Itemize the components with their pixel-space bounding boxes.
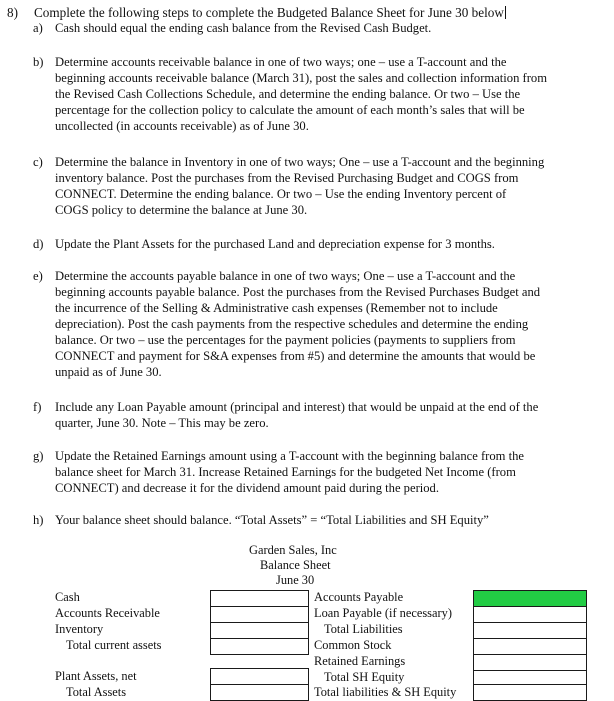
label-cash: Cash	[55, 590, 80, 604]
label-total-liabilities: Total Liabilities	[324, 622, 403, 636]
step-e-line: beginning accounts payable balance. Post the purchases from the Revised Purchases Budget and	[55, 285, 541, 299]
label-loan-payable: Loan Payable (if necessary)	[314, 606, 452, 620]
step-h	[55, 512, 603, 528]
balance-sheet-title: Balance Sheet	[260, 558, 331, 572]
step-c-marker: c)	[33, 155, 43, 169]
label-accounts-receivable: Accounts Receivable	[55, 606, 160, 620]
step-d-marker: d)	[33, 237, 44, 251]
retained-earnings-amount-field[interactable]	[473, 654, 587, 671]
step-h-marker: h)	[33, 513, 44, 527]
step-g-line: CONNECT) and decrease it for the dividend amount paid during the period.	[55, 481, 440, 495]
step-h-line: Your balance sheet should balance. “Total Assets” = “Total Liabilities and SH Equity”	[55, 513, 489, 527]
label-total-liabilities-sh-equity: Total liabilities & SH Equity	[314, 685, 457, 699]
step-e-line: balance. Or two – use the percentages for the payment policies (payments to suppliers from	[55, 333, 516, 347]
step-c	[55, 154, 603, 218]
step-c-line: COGS policy to determine the balance at June 30.	[55, 203, 308, 217]
step-c-line: Determine the balance in Inventory in one of two ways; One – use a T-account and the beginning	[55, 155, 545, 169]
step-e	[55, 268, 603, 380]
step-a	[55, 20, 603, 36]
step-e-line: Determine the accounts payable balance in one of two ways; One – use a T-account and the	[55, 269, 516, 283]
step-e-line: depreciation). Post the cash payments from the respective schedules and determine the ending	[55, 317, 529, 331]
step-b-marker: b)	[33, 55, 44, 69]
question-number: 8)	[7, 5, 18, 20]
step-d-line: Update the Plant Assets for the purchased Land and depreciation expense for 3 months.	[55, 237, 495, 251]
step-f-line: Include any Loan Payable amount (principal and interest) that would be unpaid at the end of the	[55, 400, 539, 414]
text-cursor	[505, 6, 506, 19]
cash-amount-field[interactable]	[210, 590, 309, 607]
total-current-assets-amount-field[interactable]	[210, 638, 309, 655]
label-total-assets: Total Assets	[66, 685, 127, 699]
label-retained-earnings: Retained Earnings	[314, 654, 406, 668]
step-f-line: quarter, June 30. Note – This may be zero.	[55, 416, 269, 430]
step-f-marker: f)	[33, 400, 42, 414]
question-title	[34, 5, 506, 21]
step-e-marker: e)	[33, 269, 43, 283]
label-plant-assets-net: Plant Assets, net	[55, 669, 137, 683]
balance-sheet-date: June 30	[276, 573, 315, 587]
step-b-line: uncollected (in accounts receivable) as of June 30.	[55, 119, 309, 133]
total-liabilities-sh-equity-amount-field[interactable]	[473, 684, 587, 701]
step-a-marker: a)	[33, 21, 43, 35]
step-g-line: Update the Retained Earnings amount using a T-account with the beginning balance from the	[55, 449, 524, 463]
step-b-line: beginning accounts receivable balance (March 31), post the sales and collection information from	[55, 71, 548, 85]
label-total-sh-equity: Total SH Equity	[324, 670, 405, 684]
step-e-line: unpaid as of June 30.	[55, 365, 162, 379]
accounts-payable-amount-field[interactable]	[473, 590, 587, 607]
step-c-line: inventory balance. Post the purchases from the Revised Purchasing Budget and COGS from	[55, 171, 519, 185]
step-b-line: Determine accounts receivable balance in one of two ways; one – use a T-account and the	[55, 55, 507, 69]
step-g	[55, 448, 603, 496]
question-title-text: Complete the following steps to complete the Budgeted Balance Sheet for June 30 below	[34, 5, 504, 20]
inventory-amount-field[interactable]	[210, 622, 309, 639]
label-total-current-assets: Total current assets	[66, 638, 162, 652]
total-liabilities-amount-field[interactable]	[473, 622, 587, 639]
plant-assets-amount-field[interactable]	[210, 668, 309, 685]
label-inventory: Inventory	[55, 622, 104, 636]
step-a-line: Cash should equal the ending cash balance from the Revised Cash Budget.	[55, 21, 432, 35]
step-c-line: CONNECT. Determine the ending balance. Or two – Use the ending Inventory percent of	[55, 187, 507, 201]
common-stock-amount-field[interactable]	[473, 638, 587, 655]
step-e-line: the incurrence of the Selling & Administrative cash expenses (Remember not to include	[55, 301, 498, 315]
accounts-receivable-amount-field[interactable]	[210, 606, 309, 623]
step-g-line: balance sheet for March 31. Increase Retained Earnings for the budgeted Net Income (from	[55, 465, 516, 479]
step-b-line: the Revised Cash Collections Schedule, and determine the ending balance. Or two – Use the	[55, 87, 521, 101]
step-f	[55, 399, 603, 431]
step-e-line: CONNECT and payment for S&A expenses from #5) and determine the amounts that would be	[55, 349, 536, 363]
label-accounts-payable: Accounts Payable	[314, 590, 404, 604]
total-assets-amount-field[interactable]	[210, 684, 309, 701]
label-common-stock: Common Stock	[314, 638, 392, 652]
balance-sheet-company: Garden Sales, Inc	[249, 543, 337, 557]
step-d	[55, 236, 603, 252]
step-b-line: percentage for the collection policy to calculate the amount of each month’s sales that will be	[55, 103, 525, 117]
loan-payable-amount-field[interactable]	[473, 606, 587, 623]
step-b	[55, 54, 603, 134]
step-g-marker: g)	[33, 449, 44, 463]
